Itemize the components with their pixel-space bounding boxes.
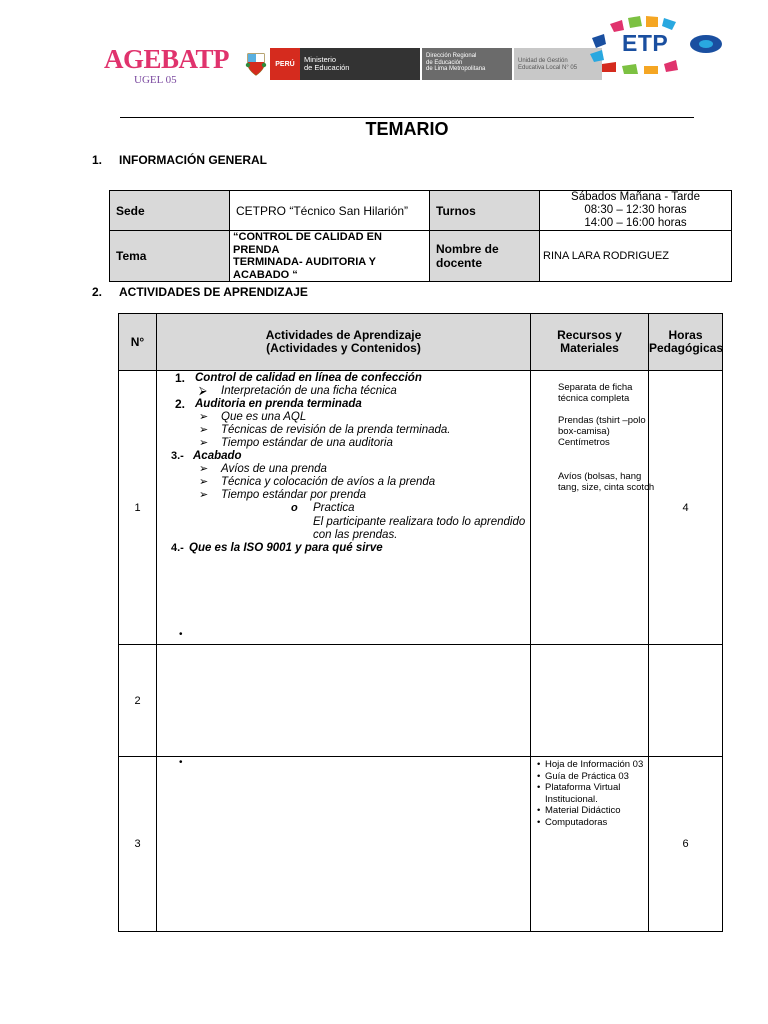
header-activities-line2: (Actividades y Contenidos)	[266, 341, 421, 355]
header-hours-line1: Horas	[668, 328, 703, 342]
list-text: con las prendas.	[313, 529, 398, 541]
activities-table	[118, 313, 723, 932]
list-marker: 4.-	[171, 542, 184, 554]
dre-line2: de Educación	[426, 59, 463, 66]
tema-label: Tema	[110, 231, 230, 282]
row-3-resources	[531, 757, 649, 932]
resource-line: Prendas (tshirt –polo	[558, 415, 646, 426]
tema-value	[230, 231, 430, 282]
header-hours	[649, 314, 723, 371]
section-2-label: ACTIVIDADES DE APRENDIZAJE	[119, 285, 308, 299]
list-item	[199, 385, 397, 398]
row-2-hours	[649, 645, 723, 757]
row-1-resources	[531, 371, 655, 645]
list-text: Que es una AQL	[221, 411, 307, 423]
resource-line: técnica completa	[558, 393, 630, 404]
etp-logo-text: ETP	[622, 30, 669, 56]
list-text: Control de calidad en línea de confección	[195, 372, 422, 384]
turnos-value	[540, 191, 732, 231]
ministerio-label	[300, 48, 420, 80]
list-item	[199, 489, 366, 502]
list-text: Avíos de una prenda	[221, 463, 327, 475]
list-item	[291, 502, 355, 515]
table-row	[119, 371, 723, 645]
agebatp-logo-ugel: UGEL 05	[134, 74, 177, 86]
list-item	[175, 398, 362, 411]
list-item: • Computadoras	[537, 817, 643, 829]
dre-line1: Dirección Regional	[426, 53, 477, 59]
docente-label: Nombre de docente	[430, 231, 540, 282]
list-item: • Hoja de Información 03	[537, 759, 643, 771]
row-1-hours: 4	[649, 371, 723, 645]
list-item	[171, 450, 242, 463]
info-row-tema	[110, 231, 732, 282]
list-marker: ➢	[199, 489, 209, 501]
dre-line3: de Lima Metropolitana	[426, 66, 486, 72]
list-marker: ➢	[199, 437, 209, 449]
activities-header-row	[119, 314, 723, 371]
header-activities	[157, 314, 531, 371]
list-item: • Material Didáctico	[537, 805, 643, 817]
list-marker: 1.	[175, 371, 186, 385]
row-3-resource-list	[537, 759, 643, 828]
section-1-label: INFORMACIÓN GENERAL	[119, 153, 267, 167]
general-info-table	[109, 190, 732, 282]
row-1-number: 1	[119, 371, 157, 645]
docente-value: RINA LARA RODRIGUEZ	[540, 231, 732, 282]
list-text: Interpretación de una ficha técnica	[221, 385, 397, 397]
turnos-line2: 08:30 – 12:30 horas	[584, 204, 687, 216]
resource-line: Separata de ficha	[558, 382, 633, 393]
list-marker: 2.	[175, 397, 186, 411]
agebatp-logo-name: AGEBATP	[104, 44, 230, 74]
resource-line: tang, size, cinta scotch	[558, 482, 655, 493]
section-2-heading	[92, 285, 308, 299]
list-item: • Plataforma Virtual	[537, 782, 643, 794]
header-number: N°	[119, 314, 157, 371]
header-activities-line1: Actividades de Aprendizaje	[265, 328, 422, 342]
tema-line3: ACABADO “	[233, 268, 298, 281]
list-text: Técnicas de revisión de la prenda terminada.	[221, 424, 451, 436]
page-title: TEMARIO	[365, 119, 449, 139]
list-item	[199, 424, 451, 437]
list-marker: ➢	[199, 463, 209, 475]
list-text: Tiempo estándar por prenda	[221, 489, 367, 501]
list-item	[313, 516, 525, 529]
resource-line: box-camisa)	[558, 426, 610, 437]
list-text: Auditoria en prenda terminada	[195, 398, 362, 410]
list-marker: 3.-	[171, 450, 184, 462]
row-1-activities	[157, 371, 531, 645]
row-3-bullet: •	[179, 757, 183, 768]
list-marker: ➢	[199, 424, 209, 436]
sede-value: CETPRO “Técnico San Hilarión”	[230, 191, 430, 231]
row-3-activities	[157, 757, 531, 932]
header-resources: Recursos y Materiales	[531, 314, 649, 371]
row-1-bullet: •	[179, 629, 183, 640]
dre-label	[422, 48, 512, 80]
resource-line: Avíos (bolsas, hang	[558, 471, 642, 482]
row-3-number: 3	[119, 757, 157, 932]
ugel-line1: Unidad de Gestión	[518, 58, 568, 64]
turnos-line3: 14:00 – 16:00 horas	[584, 217, 687, 229]
row-2-activities	[157, 645, 531, 757]
section-2-number: 2.	[92, 285, 103, 299]
row-2-number: 2	[119, 645, 157, 757]
list-text: Que es la ISO 9001 y para qué sirve	[189, 542, 383, 554]
ministerio-line2: de Educación	[304, 63, 350, 72]
list-item	[171, 542, 383, 555]
list-item-continuation: Institucional.	[545, 793, 598, 805]
title-rule	[120, 117, 694, 118]
section-1-heading	[92, 153, 267, 167]
turnos-line1: Sábados Mañana - Tarde	[571, 191, 700, 203]
table-row	[119, 757, 723, 932]
ugel-line2: Educativa Local N° 05	[518, 64, 578, 71]
row-3-hours: 6	[649, 757, 723, 932]
turnos-label: Turnos	[430, 191, 540, 231]
agebatp-logo	[104, 44, 230, 87]
list-text: Tiempo estándar de una auditoria	[221, 437, 393, 449]
row-2-resources	[531, 645, 649, 757]
section-1-number: 1.	[92, 153, 103, 167]
info-row-sede	[110, 191, 732, 231]
list-item	[199, 411, 306, 424]
list-marker: o	[291, 502, 298, 514]
minedu-logo-bar	[242, 48, 602, 80]
list-item	[199, 437, 393, 450]
peru-shield-icon	[242, 48, 270, 80]
list-item	[199, 463, 327, 476]
list-marker: ➢	[199, 411, 209, 423]
resource-line: Centímetros	[558, 437, 610, 448]
list-item	[175, 372, 422, 385]
list-item: • Guía de Práctica 03	[537, 771, 643, 783]
list-text: El participante realizara todo lo aprendido	[313, 516, 526, 528]
list-text: Técnica y colocación de avíos a la prenda	[221, 476, 436, 488]
tema-line1: “CONTROL DE CALIDAD EN PRENDA	[233, 231, 382, 256]
list-text: Acabado	[193, 450, 242, 462]
peru-label: PERÚ	[270, 48, 300, 80]
tema-line2: TERMINADA- AUDITORIA Y	[233, 256, 376, 268]
ministerio-line1: Ministerio	[304, 55, 337, 64]
list-marker: ➢	[199, 476, 209, 488]
list-text: Practica	[313, 502, 355, 514]
list-item	[199, 476, 435, 489]
list-marker: ⮚	[199, 385, 207, 397]
table-row	[119, 645, 723, 757]
header-hours-line2: Pedagógicas	[649, 341, 724, 355]
sede-label: Sede	[110, 191, 230, 231]
list-item	[313, 529, 397, 542]
